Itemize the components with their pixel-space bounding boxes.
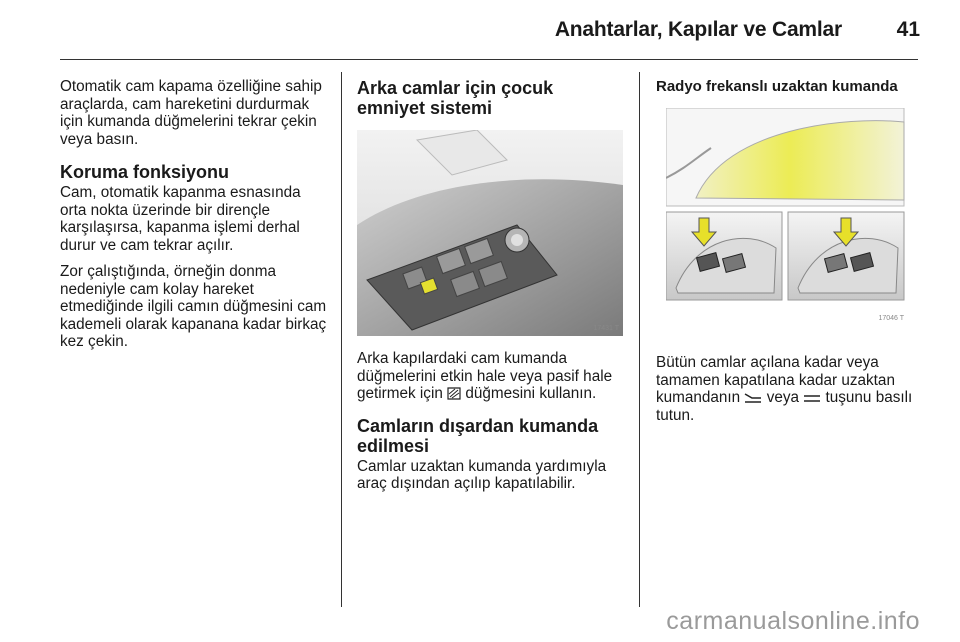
child-lock-text-a: Arka kapılardaki cam kumanda düğmelerini etkin hale veya pasif hale getirmek için [357, 350, 613, 402]
page-title: Anahtarlar, Kapılar ve Camlar [554, 18, 842, 41]
child-lock-paragraph [357, 350, 623, 403]
remote-text-c: tuşunu basılı tutun. [656, 389, 913, 424]
protection-paragraph-1: Cam, otomatik kapanma esnasında orta nokta üzerinde bir dirençle karşılaşırsa, kapanma işlemi derhal durur ve cam tekrar açılır. [60, 184, 301, 254]
child-lock-heading: Arka camlar için çocuk emniyet sistemi [357, 78, 554, 118]
remote-text-a: Bütün camlar açılana kadar veya tamamen kapatılana kadar uzaktan kumandanın [656, 354, 895, 406]
figure-code-17431: 17431 T [593, 325, 619, 332]
remote-control-figure [666, 108, 918, 330]
unlock-icon [744, 393, 762, 404]
figure-code-17046: 17046 T [878, 315, 904, 322]
lock-icon [803, 393, 821, 404]
column-2 [357, 78, 623, 502]
column-3 [656, 78, 924, 433]
header-divider [60, 59, 918, 60]
column-divider-1 [341, 72, 342, 607]
page-number: 41 [896, 18, 920, 41]
watermark: carmanualsonline.info [666, 607, 920, 635]
window-switch-figure [357, 130, 623, 336]
window-switch-illustration [357, 130, 623, 336]
remote-control-heading: Radyo frekanslı uzaktan kumanda [656, 78, 898, 95]
column-divider-2 [639, 72, 640, 607]
protection-heading: Koruma fonksiyonu [60, 162, 230, 182]
remote-text-b: veya [766, 389, 800, 406]
column-1 [60, 78, 328, 360]
child-lock-text-b: düğmesini kullanın. [465, 385, 597, 402]
remote-control-paragraph [656, 354, 924, 424]
child-lock-icon [447, 387, 461, 400]
intro-paragraph: Otomatik cam kapama özelliğine sahip araçlarda, cam hareketini durdurmak için kumanda düğmelerini tekrar çekin veya basın. [60, 78, 322, 148]
exterior-control-heading: Camların dışardan kumanda edilmesi [357, 415, 599, 456]
protection-paragraph-2: Zor çalıştığında, örneğin donma nedeniyle cam kolay hareket etmediğinde ilgili camın düğmesini cam kademeli olarak kapanana kadar birkaç kez çekin. [60, 263, 327, 350]
remote-control-illustration [666, 108, 918, 330]
exterior-control-paragraph: Camlar uzaktan kumanda yardımıyla araç dışından açılıp kapatılabilir. [357, 457, 607, 492]
